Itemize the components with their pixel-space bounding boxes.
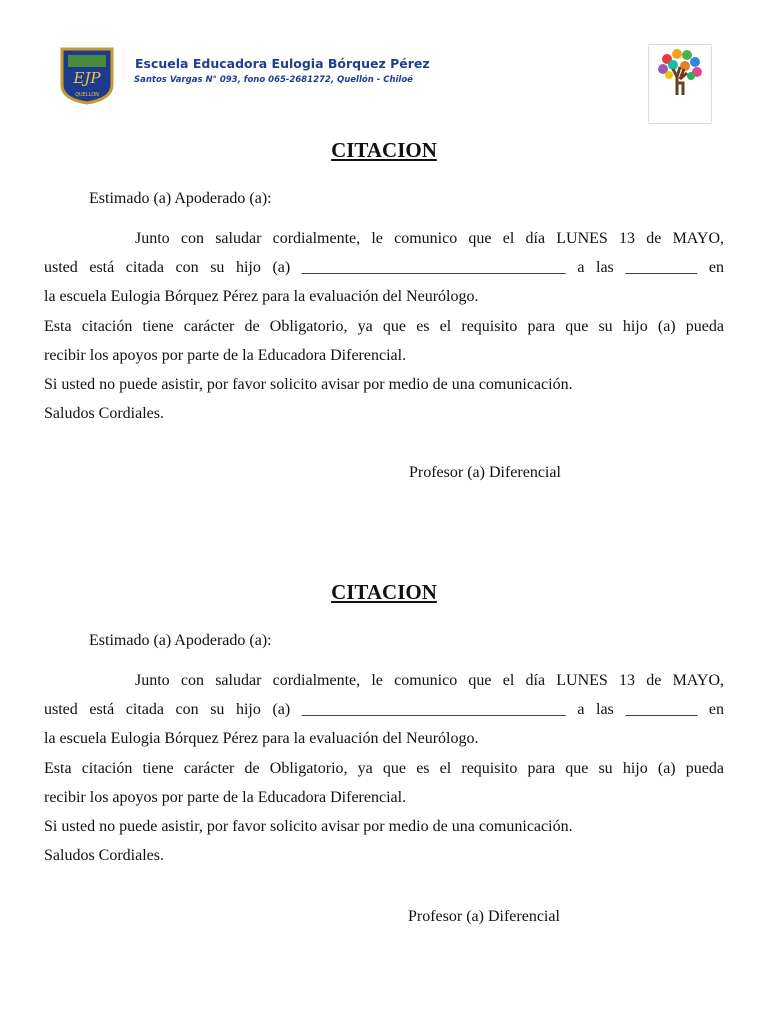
letter-signature: Profesor (a) Diferencial xyxy=(409,464,561,481)
letter-line: la escuela Eulogia Bórquez Pérez para la evaluación del Neurólogo. xyxy=(44,288,479,305)
hands-tree-logo-icon xyxy=(648,44,712,124)
letter-line: Esta citación tiene carácter de Obligatorio, ya que es el requisito para que su hijo (a) pueda xyxy=(44,318,724,335)
letter-title: CITACION xyxy=(331,580,437,604)
letter-line: Saludos Cordiales. xyxy=(44,847,164,864)
letter-greeting: Estimado (a) Apoderado (a): xyxy=(89,632,272,649)
letterhead xyxy=(0,0,768,130)
svg-text:QUELLON: QUELLON xyxy=(75,92,99,98)
letter-line: usted está citada con su hijo (a) _________________________________ a las _________ en xyxy=(44,701,724,718)
letter-line: recibir los apoyos por parte de la Educadora Diferencial. xyxy=(44,789,407,806)
letter-line: Junto con saludar cordialmente, le comunico que el día LUNES 13 de MAYO, xyxy=(135,672,724,689)
svg-text:EJP: EJP xyxy=(73,69,101,87)
letter-line: Esta citación tiene carácter de Obligatorio, ya que es el requisito para que su hijo (a) pueda xyxy=(44,760,724,777)
letter-line: Saludos Cordiales. xyxy=(44,405,164,422)
letter-greeting: Estimado (a) Apoderado (a): xyxy=(89,190,272,207)
letter-line: Junto con saludar cordialmente, le comunico que el día LUNES 13 de MAYO, xyxy=(135,230,724,247)
letter-line: Si usted no puede asistir, por favor solicito avisar por medio de una comunicación. xyxy=(44,376,573,393)
letter-line: la escuela Eulogia Bórquez Pérez para la evaluación del Neurólogo. xyxy=(44,730,479,747)
school-crest-icon xyxy=(58,45,116,105)
letter-line: recibir los apoyos por parte de la Educadora Diferencial. xyxy=(44,347,407,364)
letter-title: CITACION xyxy=(331,138,437,162)
letter-line: usted está citada con su hijo (a) _________________________________ a las _________ en xyxy=(44,259,724,276)
letter-line: Si usted no puede asistir, por favor solicito avisar por medio de una comunicación. xyxy=(44,818,573,835)
school-name: Escuela Educadora Eulogia Bórquez Pérez xyxy=(135,56,430,71)
school-address: Santos Vargas N° 093, fono 065-2681272, Quellón - Chiloé xyxy=(134,75,413,85)
letter-signature: Profesor (a) Diferencial xyxy=(408,908,560,925)
